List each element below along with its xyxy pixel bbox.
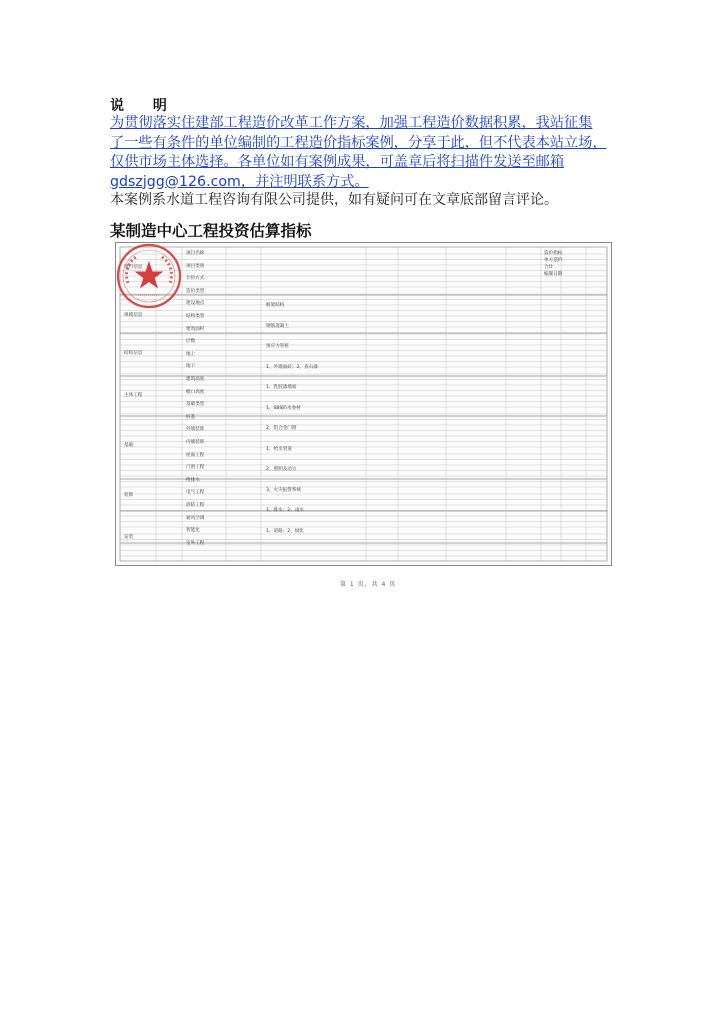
section-label: 安装 [124, 535, 134, 540]
row-value: 1、给水管道 [266, 446, 292, 452]
row-label: 外墙装饰 [186, 427, 205, 433]
notice-line-4[interactable]: gdszjgg@126.com，并注明联系方式。 [110, 173, 369, 190]
row-label: 通风空调 [186, 515, 205, 521]
section-label: 结构信息 [124, 351, 143, 356]
row-value: 预应力管桩 [266, 344, 289, 349]
row-label: 结构类型 [186, 314, 205, 319]
row-value: 钢筋混凝土 [266, 323, 289, 329]
row-value: 3、火灾报警系统 [266, 487, 302, 493]
row-value: 1、道路；2、绿化 [266, 528, 305, 534]
row-label: 地下 [186, 364, 196, 370]
row-value: 1、排水；2、雨水 [266, 508, 305, 513]
row-label: 桩基 [186, 414, 196, 420]
row-label: 建设地点 [186, 301, 205, 307]
page-footer: 第 1 页，共 4 页 [340, 581, 397, 588]
right-label: 合计 [544, 265, 554, 270]
row-label: 基础类型 [186, 402, 205, 408]
row-label: 檐口高度 [186, 389, 205, 395]
section-label: 项目信息 [124, 265, 143, 270]
row-label: 消防工程 [186, 503, 205, 508]
notice-line-3[interactable]: 仅供市场主体选择。各单位如有案例成果，可盖章后将扫描件发送至邮箱 [110, 154, 565, 170]
stamp-seal-icon [116, 243, 182, 309]
row-label: 给排水 [186, 477, 200, 483]
row-label: 门窗工程 [186, 465, 205, 471]
row-value: 2、照明及动力 [266, 467, 297, 472]
sheet-title: 某制造中心工程投资估算指标 [110, 222, 312, 240]
row-label: 地上 [186, 351, 196, 357]
right-label: 单方造价 [544, 258, 563, 263]
notice-heading: 说 明 [110, 98, 179, 114]
section-label: 装饰 [124, 493, 134, 498]
row-value: 1、乳胶漆墙面 [266, 385, 297, 390]
row-label: 项目名称 [186, 251, 205, 256]
section-label: 基础 [124, 443, 134, 448]
row-label: 智能化 [186, 528, 200, 534]
notice-line-1[interactable]: 为贯彻落实住建部工程造价改革工作方案，加强工程造价数据积累，我站征集 [110, 115, 593, 131]
row-label: 建筑面积 [186, 326, 205, 332]
right-label: 造价指标 [544, 251, 563, 256]
row-value: 2、铝合金门窗 [266, 426, 297, 431]
row-value: 1、外墙面砖；2、真石漆 [266, 364, 318, 370]
row-label: 室外工程 [186, 540, 205, 546]
row-value: 框架结构 [266, 303, 285, 308]
section-label: 主体工程 [124, 393, 143, 398]
credit-text: 本案例系水道工程咨询有限公司提供，如有疑问可在文章底部留言评论。 [110, 192, 558, 208]
row-label: 电气工程 [186, 490, 205, 496]
row-label: 造价类型 [186, 288, 205, 294]
row-label: 内墙装饰 [186, 440, 205, 445]
row-label: 屋面工程 [186, 452, 205, 458]
scanned-sheet [115, 242, 612, 566]
section-label: 规模信息 [124, 313, 143, 318]
row-label: 层数 [186, 339, 196, 345]
right-label: 编制日期 [544, 272, 563, 277]
row-label: 建筑高度 [186, 377, 205, 382]
row-label: 计价方式 [186, 276, 205, 282]
row-value: 1、SBS防水卷材 [266, 405, 301, 411]
notice-line-2[interactable]: 了一些有条件的单位编制的工程造价指标案例，分享于此，但不代表本站立场， [110, 134, 607, 151]
notice-link-text[interactable] [110, 114, 630, 192]
row-label: 项目类别 [186, 263, 205, 269]
